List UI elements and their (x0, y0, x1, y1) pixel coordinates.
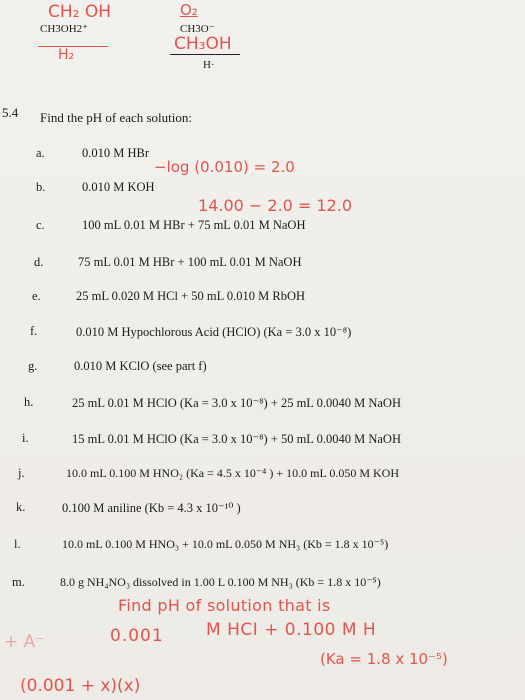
item-j (0, 466, 525, 488)
hw-bottom-left-marks: + A⁻ (4, 632, 45, 652)
item-text: 25 mL 0.01 M HClO (Ka = 3.0 x 10⁻⁸) + 25 mL 0.0040 M NaOH (72, 396, 401, 410)
item-label: c. (36, 218, 45, 232)
item-text: 10.0 mL 0.100 M HNO₃ + 10.0 mL 0.050 M NH₃ (Kb = 1.8 x 10⁻⁵) (62, 537, 389, 551)
item-c (0, 218, 525, 240)
problem-number: 5.4 (2, 105, 19, 120)
item-label: k. (16, 500, 26, 514)
printed-right-species: CH3O⁻ (180, 23, 215, 35)
item-text: 0.010 M HBr (82, 146, 150, 160)
hw-left-top: CH₂ OH (48, 2, 112, 22)
hw-bottom-line1: Find pH of solution that is (118, 596, 331, 615)
item-e (0, 289, 525, 311)
printed-right-bottom: H· (203, 59, 215, 71)
item-label: m. (12, 575, 25, 589)
item-label: b. (36, 180, 46, 194)
item-text: 75 mL 0.01 M HBr + 100 mL 0.01 M NaOH (78, 255, 302, 269)
hw-left-bottom: H₂ (58, 47, 75, 63)
item-label: j. (18, 466, 25, 480)
hw-bottom-line4: (0.001 + x)(x) (20, 676, 141, 696)
item-text: 0.010 M Hypochlorous Acid (HClO) (Ka = 3.0 x 10⁻⁸) (76, 325, 352, 339)
item-d (0, 255, 525, 277)
problem-title: Find the pH of each solution: (40, 110, 193, 125)
item-label: h. (24, 395, 34, 409)
item-label: g. (28, 359, 38, 373)
item-text: 0.100 M aniline (Kb = 4.3 x 10⁻¹⁰ ) (62, 501, 241, 515)
item-l (0, 537, 525, 559)
item-label: a. (36, 146, 45, 160)
item-text: 15 mL 0.01 M HClO (Ka = 3.0 x 10⁻⁸) + 50 mL 0.0040 M NaOH (72, 432, 401, 446)
item-i (0, 431, 525, 453)
top-right-rule (170, 54, 240, 55)
item-label: e. (32, 289, 41, 303)
item-label: d. (34, 255, 44, 269)
hw-bottom-line3: (Ka = 1.8 x 10⁻⁵) (320, 650, 448, 668)
item-g (0, 359, 525, 381)
item-label: i. (22, 431, 29, 445)
item-text: 25 mL 0.020 M HCl + 50 mL 0.010 M RbOH (76, 289, 306, 303)
item-label: f. (30, 324, 38, 338)
item-text: 10.0 mL 0.100 M HNO₂ (Ka = 4.5 x 10⁻⁴ ) + 10.0 mL 0.050 M KOH (66, 466, 399, 480)
answer-a: −log (0.010) = 2.0 (154, 158, 295, 176)
item-text: 8.0 g NH₄NO₃ dissolved in 1.00 L 0.100 M NH₃ (Kb = 1.8 x 10⁻⁵) (60, 575, 381, 589)
item-label: l. (14, 537, 21, 551)
hw-right-mid: CH₃OH (174, 34, 232, 54)
item-h (0, 395, 525, 417)
item-k (0, 500, 525, 522)
hw-right-top: O₂ (180, 1, 198, 19)
hw-bottom-line2a: 0.001 (110, 626, 164, 646)
item-f (0, 324, 525, 346)
item-text: 0.010 M KClO (see part f) (74, 359, 207, 373)
item-m (0, 575, 525, 597)
printed-left-species: CH3OH2⁺ (40, 23, 88, 35)
hw-bottom-line2b: M HCI + 0.100 M H (206, 620, 377, 640)
item-text: 0.010 M KOH (82, 180, 155, 194)
item-text: 100 mL 0.01 M HBr + 75 mL 0.01 M NaOH (82, 218, 306, 232)
answer-b: 14.00 − 2.0 = 12.0 (198, 196, 353, 215)
